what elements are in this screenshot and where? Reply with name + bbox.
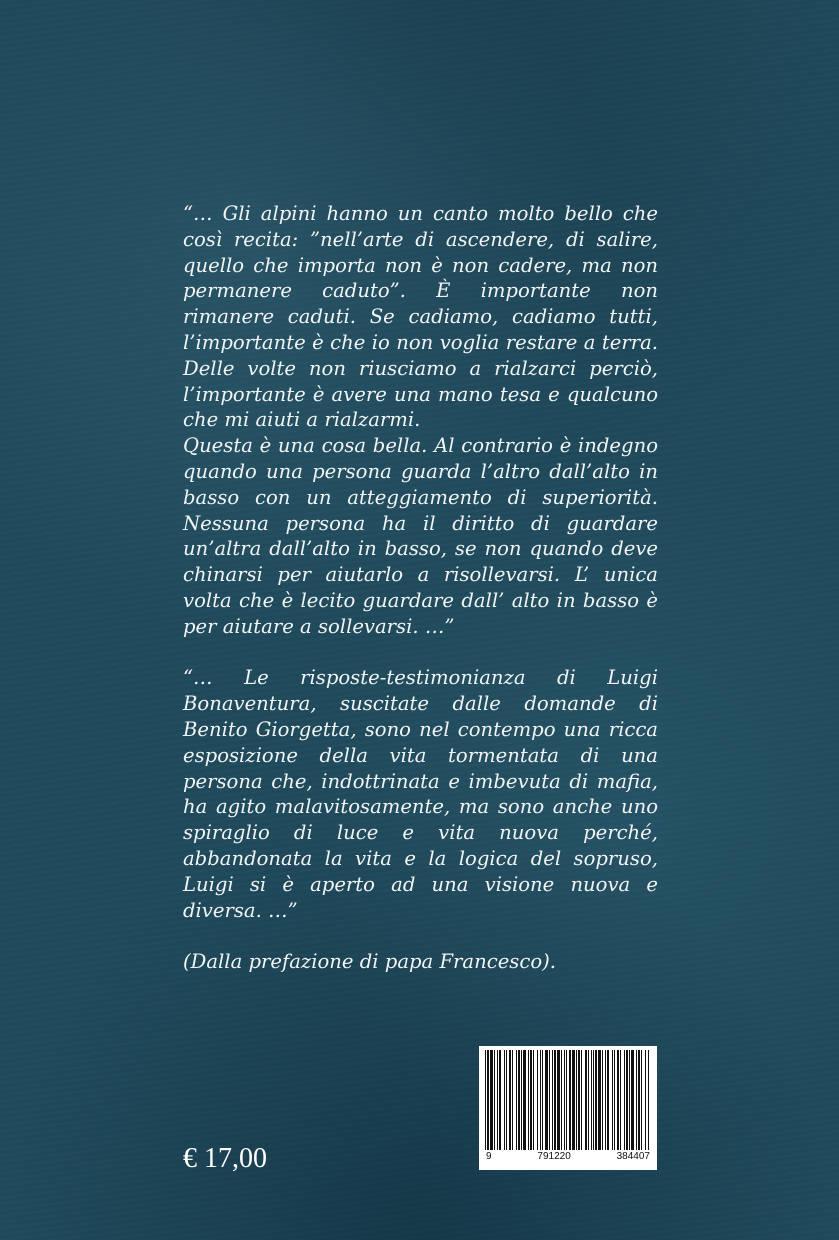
barcode-bar xyxy=(591,1050,592,1150)
barcode-bar xyxy=(593,1050,594,1150)
barcode-bar xyxy=(626,1050,628,1150)
barcode-bar xyxy=(648,1050,649,1150)
quote-paragraph-1: “… Gli alpini hanno un canto molto bello che così recita: ”nell’arte di ascendere, di salire, quello che importa non è non cadere, ma non permanere caduto”. È importante non rimanere caduti. Se cadiamo, cadiamo tutti, l’importante è che io non voglia restare a terra. Delle volte non riusciamo a rialzarci perciò, l’importante è avere una mano tesa e qualcuno che mi aiuti a rialzarmi. xyxy=(183,202,658,432)
barcode-bar xyxy=(521,1050,522,1150)
preface-attribution: (Dalla prefazione di papa Francesco). xyxy=(183,950,556,974)
back-cover-text xyxy=(183,201,658,975)
barcode-bar xyxy=(564,1050,565,1150)
barcode-bar xyxy=(523,1050,526,1150)
barcode-bar xyxy=(537,1050,538,1150)
barcode-bar xyxy=(528,1050,529,1150)
barcode-bar xyxy=(614,1050,615,1150)
barcode-bar xyxy=(588,1050,589,1150)
barcode-bar xyxy=(631,1050,634,1150)
barcode-bar xyxy=(497,1050,498,1150)
barcode-bar xyxy=(645,1050,646,1150)
barcode-digit-group-3: 384407 xyxy=(616,1151,650,1162)
barcode-bar xyxy=(607,1050,609,1150)
paragraph-gap xyxy=(183,640,658,666)
isbn-barcode xyxy=(479,1046,657,1170)
barcode-bar xyxy=(518,1050,520,1150)
barcode-bar xyxy=(638,1050,640,1150)
quote-paragraph-2: Questa è una cosa bella. Al contrario è indegno quando una persona guarda l’altro dall’alto in basso con un atteggiamento di superiorità. Nessuna persona ha il diritto di guardare un’altra dall’alto in basso, se non quando deve chinarsi per aiutarlo a risollevarsi. L’ unica volta che è lecito guardare dall’ alto in basso è per aiutare a sollevarsi. …” xyxy=(183,434,658,638)
barcode-bar xyxy=(485,1050,486,1150)
barcode-bar xyxy=(530,1050,532,1150)
barcode-bar xyxy=(499,1050,501,1150)
barcode-bar xyxy=(487,1050,489,1150)
barcode-bar xyxy=(620,1050,621,1150)
barcode-bar xyxy=(540,1050,541,1150)
barcode-bar xyxy=(557,1050,560,1150)
barcode-digits xyxy=(484,1151,652,1162)
barcode-bar xyxy=(569,1050,571,1150)
price-label: € 17,00 xyxy=(183,1143,267,1174)
barcode-bar xyxy=(490,1050,493,1150)
barcode-bar xyxy=(636,1050,637,1150)
barcode-bar xyxy=(641,1050,642,1150)
barcode-bar xyxy=(561,1050,562,1150)
barcode-bar xyxy=(552,1050,553,1150)
barcode-bar xyxy=(602,1050,603,1150)
barcode-bar xyxy=(585,1050,587,1150)
barcode-bar xyxy=(533,1050,534,1150)
barcode-bar xyxy=(566,1050,567,1150)
barcode-bar xyxy=(629,1050,630,1150)
barcode-bar xyxy=(605,1050,606,1150)
barcode-digit-group-1: 9 xyxy=(486,1151,492,1162)
barcode-bar xyxy=(624,1050,625,1150)
barcode-bar xyxy=(581,1050,582,1150)
barcode-bar xyxy=(598,1050,601,1150)
paragraph-gap xyxy=(183,923,658,949)
barcode-bar xyxy=(504,1050,505,1150)
barcode-bar xyxy=(576,1050,577,1150)
barcode-bar xyxy=(509,1050,511,1150)
barcode-bar xyxy=(545,1050,548,1150)
quote-paragraph-3: “… Le risposte-testimonianza di Luigi Bonaventura, suscitate dalle domande di Benito Giorgetta, sono nel contempo una ricca esposizione della vita tormentata di una persona che, indottrinata e imbevuta di mafia, ha agito malavitosamente, ma sono anche uno spiraglio di luce e vita nuova perché, abbandonata la vita e la logica del sopruso, Luigi si è aperto ad una visione nuova e diversa. …” xyxy=(183,666,658,922)
barcode-bar xyxy=(617,1050,619,1150)
barcode-digit-group-2: 791220 xyxy=(537,1151,571,1162)
barcode-bar xyxy=(595,1050,597,1150)
barcode-bar xyxy=(572,1050,575,1150)
barcode-bar xyxy=(516,1050,517,1150)
barcode-bar xyxy=(549,1050,550,1150)
barcode-bars xyxy=(484,1050,652,1150)
barcode-bar xyxy=(542,1050,543,1150)
barcode-bar xyxy=(506,1050,507,1150)
barcode-bar xyxy=(612,1050,613,1150)
barcode-bar xyxy=(578,1050,580,1150)
barcode-bar xyxy=(554,1050,556,1150)
barcode-bar xyxy=(512,1050,513,1150)
barcode-bar xyxy=(494,1050,495,1150)
